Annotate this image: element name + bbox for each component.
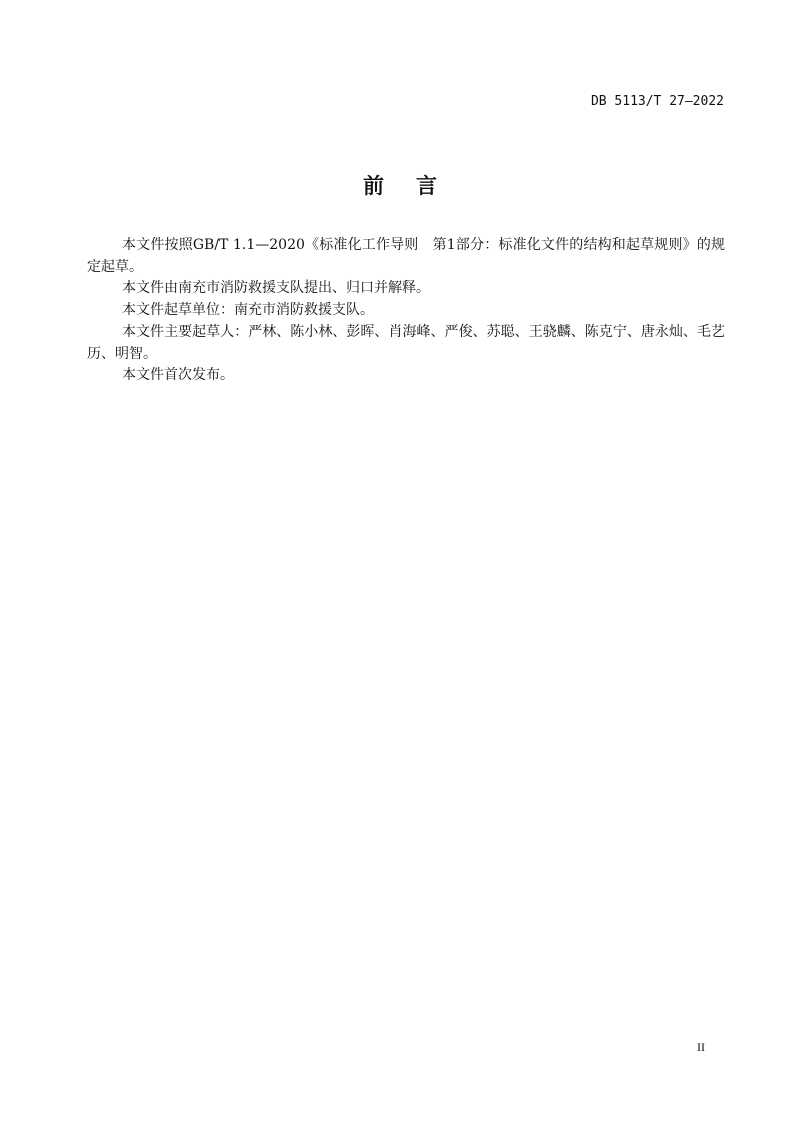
paragraph-proposer: 本文件由南充市消防救援支队提出、归口并解释。 (122, 280, 430, 297)
document-number: DB 5113/T 27—2022 (590, 94, 724, 109)
page-title (0, 170, 800, 200)
title-char-2: 言 (416, 174, 437, 198)
paragraph-first-release: 本文件首次发布。 (122, 367, 234, 384)
foreword-body (87, 235, 725, 387)
paragraph-drafting-rules: 本文件按照GB/T 1.1—2020《标准化工作导则 第1部分：标准化文件的结构和起草规则》的规定起草。 (87, 237, 725, 275)
paragraph-drafters: 本文件主要起草人：严林、陈小林、彭晖、肖海峰、严俊、苏聪、王骁麟、陈克宁、唐永灿、毛艺历、明智。 (87, 323, 725, 362)
paragraph-drafting-unit: 本文件起草单位：南充市消防救援支队。 (122, 302, 374, 319)
title-char-1: 前 (363, 174, 384, 198)
page-number: II (697, 1040, 705, 1054)
